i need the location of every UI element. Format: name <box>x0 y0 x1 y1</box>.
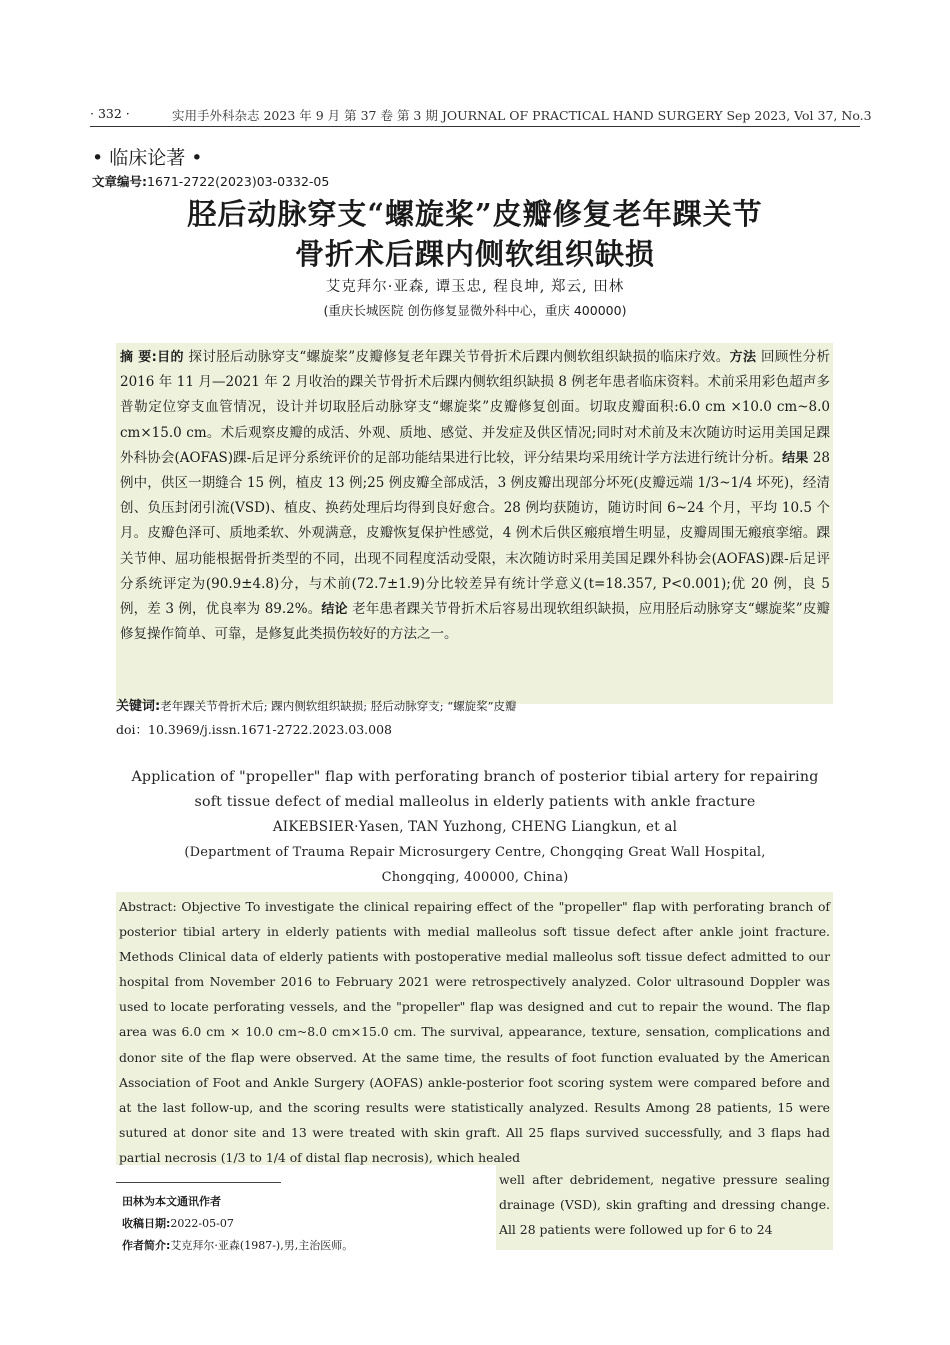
bio-label: 作者简介: <box>122 1239 171 1252</box>
authors-en: AIKEBSIER·Yasen, TAN Yuzhong, CHENG Liangkun, et al <box>272 819 678 835</box>
corresponding-author-note: 田林为本文通讯作者 <box>122 1195 221 1208</box>
journal-info: 实用手外科杂志 2023 年 9 月 第 37 卷 第 3 期 JOURNAL OF PRACTICAL HAND SURGERY Sep 2023, Vol 37, No.3 <box>172 108 872 123</box>
received-label: 收稿日期: <box>122 1217 171 1230</box>
article-number-label: 文章编号: <box>92 174 147 189</box>
title-zh-line1: 胫后动脉穿支“螺旋桨”皮瓣修复老年踝关节 <box>187 197 763 231</box>
article-number <box>92 172 329 190</box>
received-value: 2022-05-07 <box>170 1217 234 1230</box>
title-zh-line2: 骨折术后踝内侧软组织缺损 <box>294 237 655 271</box>
conclusion-label: 结论 <box>321 602 348 618</box>
footnote-divider <box>116 1182 281 1183</box>
objective-text: 探讨胫后动脉穿支“螺旋桨”皮瓣修复老年踝关节骨折术后踝内侧软组织缺损的临床疗效。 <box>188 349 730 365</box>
doi-value: 10.3969/j.issn.1671-2722.2023.03.008 <box>148 722 392 737</box>
affiliation-zh: (重庆长城医院 创伤修复显微外科中心，重庆 400000) <box>323 303 627 318</box>
affiliation-en-line1: (Department of Trauma Repair Microsurgery Centre, Chongqing Great Wall Hospital, <box>184 845 766 860</box>
methods-text: 回顾性分析 2016 年 11 月—2021 年 2 月收治的踝关节骨折术后踝内侧软组织缺损 8 例老年患者临床资料。术前采用彩色超声多普勒定位穿支血管情况，设计并切取胫后动脉穿支“螺旋桨”皮瓣修复创面。切取皮瓣面积:6.0 cm ×10.0 cm~8.0 cm×15.0 cm。术后观察皮瓣的成活、外观、质地、感觉、并发症及供区情况;同时对术前及末次随访时运用美国足踝外科协会(AOFAS)踝-后足评分系统评价的足部功能结果进行比较，评分结果均采用统计学方法进行统计分析。 <box>120 349 830 466</box>
keywords-text: 老年踝关节骨折术后; 踝内侧软组织缺损; 胫后动脉穿支; “螺旋桨”皮瓣 <box>160 699 517 713</box>
results-label: 结果 <box>782 450 809 466</box>
abstract-en-continued <box>496 1165 833 1250</box>
abstract-en-text: Abstract: Objective To investigate the clinical repairing effect of the "propeller" flap with perforating branch of posterior tibial artery in elderly patients with medial malleolus soft tissue defect after ankle joint fracture. Methods Clinical data of elderly patients with postoperative medial malleolus soft tissue defect admitted to our hospital from November 2016 to February 2021 were retrospectively analyzed. Color ultrasound Doppler was used to locate perforating vessels, and the "propeller" flap was designed and cut to repair the wound. The flap area was 6.0 cm × 10.0 cm~8.0 cm×15.0 cm. The survival, appearance, texture, sensation, complications and donor site of the flap were observed. At the same time, the results of foot function evaluated by the American Association of Foot and Ankle Surgery (AOFAS) ankle-posterior foot scoring system were compared before and at the last follow-up, and the scoring results were statistically analyzed. Results Among 28 patients, 15 were sutured at donor site and 13 were treated with skin graft. All 25 flaps survived successfully, and 3 flaps had partial necrosis (1/3 to 1/4 of distal flap necrosis), which healed <box>119 899 830 1165</box>
bio-value: 艾克拜尔·亚森(1987-),男,主治医师。 <box>170 1239 354 1252</box>
doi-label: doi： <box>116 722 149 737</box>
doi <box>116 720 833 738</box>
abstract-en-text-continued: well after debridement, negative pressure sealing drainage (VSD), skin grafting and dressing change. All 28 patients were followed up for 6 to 24 <box>499 1172 830 1238</box>
conclusion-text: 老年患者踝关节骨折术后容易出现软组织缺损，应用胫后动脉穿支“螺旋桨”皮瓣修复操作简单、可靠，是修复此类损伤较好的方法之一。 <box>120 601 830 643</box>
keywords <box>116 697 833 716</box>
authors-zh: 艾克拜尔·亚森, 谭玉忠, 程良坤, 郑云, 田林 <box>325 279 625 295</box>
received-date <box>122 1215 234 1231</box>
abstract-label: 摘 要: <box>120 350 157 365</box>
keywords-label: 关键词: <box>116 699 161 714</box>
column-tag: • 临床论著 • <box>92 147 203 169</box>
article-number-value: 1671-2722(2023)03-0332-05 <box>147 174 330 189</box>
results-text: 28 例中，供区一期缝合 15 例，植皮 13 例;25 例皮瓣全部成活，3 例皮瓣出现部分坏死(皮瓣远端 1/3~1/4 坏死)，经清创、负压封闭引流(VSD)、植皮、换药处理后均得到良好愈合。28 例均获随访，随访时间 6~24 个月，平均 10.5 个月。皮瓣色泽可、质地柔软、外观满意，皮瓣恢复保护性感觉，4 例术后供区瘢痕增生明显，皮瓣周围无瘢痕挛缩。踝关节伸、屈功能根据骨折类型的不同，出现不同程度活动受限，末次随访时采用美国足踝外科协会(AOFAS)踝-后足评分系统评定为(90.9±4.8)分，与术前(72.7±1.9)分比较差异有统计学意义(t=18.357, P<0.001);优 20 例，良 5 例，差 3 例，优良率为 89.2%。 <box>120 449 830 618</box>
title-en-line2: soft tissue defect of medial malleolus in elderly patients with ankle fracture <box>194 794 756 810</box>
abstract-zh <box>116 343 833 704</box>
running-header <box>90 104 872 127</box>
affiliation-en-line2: Chongqing, 400000, China) <box>381 870 569 885</box>
title-en-line1: Application of "propeller" flap with perforating branch of posterior tibial artery for repairing <box>131 769 819 785</box>
methods-label: 方法 <box>729 350 757 365</box>
objective-label: 目的 <box>156 350 184 365</box>
page-number: · 332 · <box>90 106 130 121</box>
abstract-en <box>116 892 833 1165</box>
author-bio <box>122 1237 353 1253</box>
